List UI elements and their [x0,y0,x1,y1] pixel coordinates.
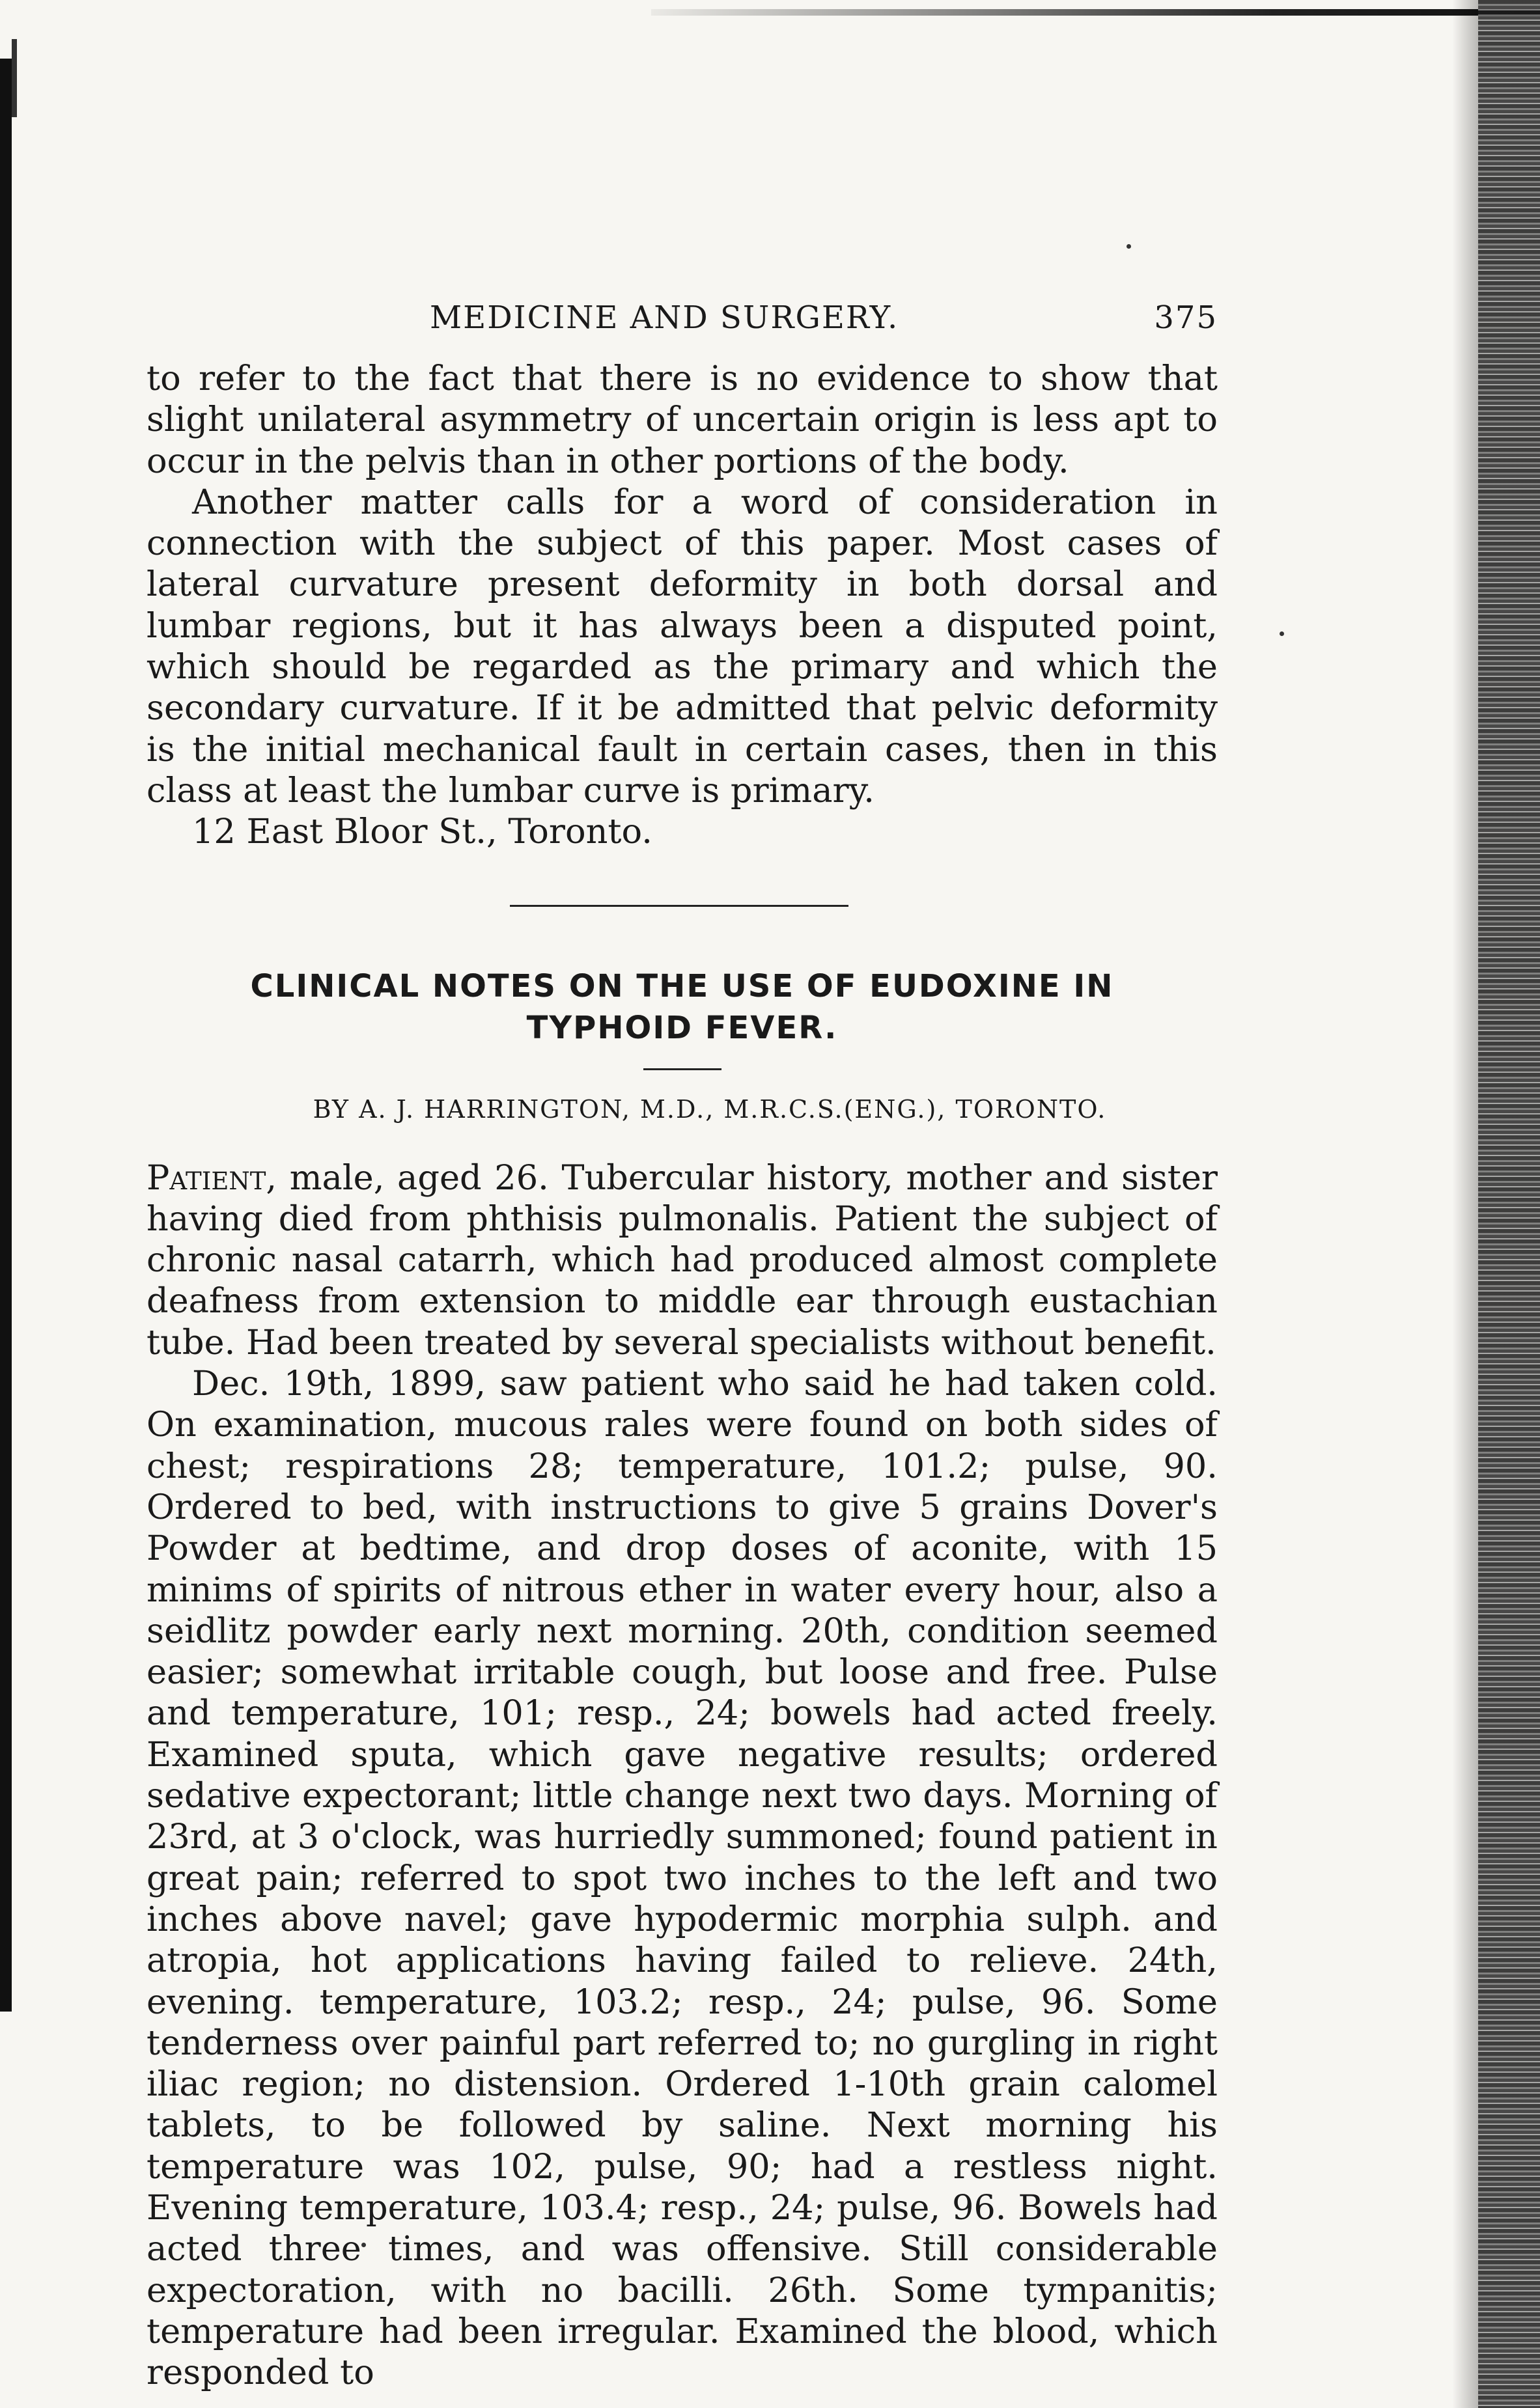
speck [1127,244,1131,249]
continuation-paragraph-2: Another matter calls for a word of consideration in connection with the subject of this paper. Most cases of lateral curvature present deformity in both dorsal and lumbar regions, but it has always been a disputed point, which should be regarded as the primary and which the secondary curvature. If it be admitted that pelvic deformity is the initial mechanical fault in certain cases, then in this class at least the lumbar curve is primary. [147,482,1218,810]
byline: BY A. J. HARRINGTON, M.D., M.R.C.S.(ENG.), TORONTO. [313,1094,1107,1124]
scan-right-edge [1478,0,1540,2408]
article-paragraph-1 [147,1157,1218,1363]
section-divider [510,905,848,907]
page-number: 375 [1154,299,1218,336]
scan-left-edge-mark [12,39,17,117]
running-title: MEDICINE AND SURGERY. [430,299,899,336]
scan-left-edge [0,59,12,2012]
article-paragraph-2: Dec. 19th, 1899, saw patient who said he had taken cold. On examination, mucous rales were found on both sides of chest; respirations 28; temperature, 101.2; pulse, 90. Ordered to bed, with instructions to give 5 grains Dover's Powder at bedtime, and drop doses of aconite, with 15 minims of spirits of nitrous ether in water every hour, also a seidlitz powder early next morning. 20th, condition seemed easier; somewhat irritable cough, but loose and free. Pulse and temperature, 101; resp., 24; bowels had acted freely. Examined sputa, which gave negative results; ordered sedative expectorant; little change next two days. Morning of 23rd, at 3 o'clock, was hurriedly summoned; found patient in great pain; referred to spot two inches to the left and two inches above navel; gave hypodermic morphia sulph. and atropia, hot applications having failed to relieve. 24th, evening. temperature, 103.2; resp., 24; pulse, 96. Some tenderness over painful part referred to; no gurgling in right iliac region; no distension. Ordered 1-10th grain calomel tablets, to be followed by saline. Next morning his temperature was 102, pulse, 90; had a restless night. Evening temperature, 103.4; resp., 24; pulse, 96. Bowels had acted three times, and was offensive. Still considerable expectoration, with no bacilli. 26th. Some tympanitis; temperature had been irregular. Examined the blood, which responded to [147,1364,1218,2393]
article-title-line-2: TYPHOID FEVER. [526,1009,838,1046]
scan-top-edge [651,9,1540,16]
title-rule [643,1068,721,1070]
page [147,293,1218,2393]
lead-word: Patient [147,1157,266,1198]
article-title [147,965,1218,1049]
author-address: 12 East Bloor St., Toronto. [192,812,652,852]
speck [1280,631,1284,636]
continuation-paragraph-1: to refer to the fact that there is no evidence to show that slight unilateral asymmetry of uncertain origin is less apt to occur in the pelvis than in other portions of the body. [147,359,1218,481]
article-paragraph-1-text: , male, aged 26. Tubercular history, mother and sister having died from phthisis pulmonalis. Patient the subject of chronic nasal catarrh, which had produced almost complete deafness from extension to middle ear through eustachian tube. Had been treated by several specialists without benefit. [147,1157,1218,1363]
page-header [147,293,1218,352]
scan-gutter-shadow [1452,0,1478,2408]
article-title-line-1: CLINICAL NOTES ON THE USE OF EUDOXINE IN [250,967,1114,1004]
